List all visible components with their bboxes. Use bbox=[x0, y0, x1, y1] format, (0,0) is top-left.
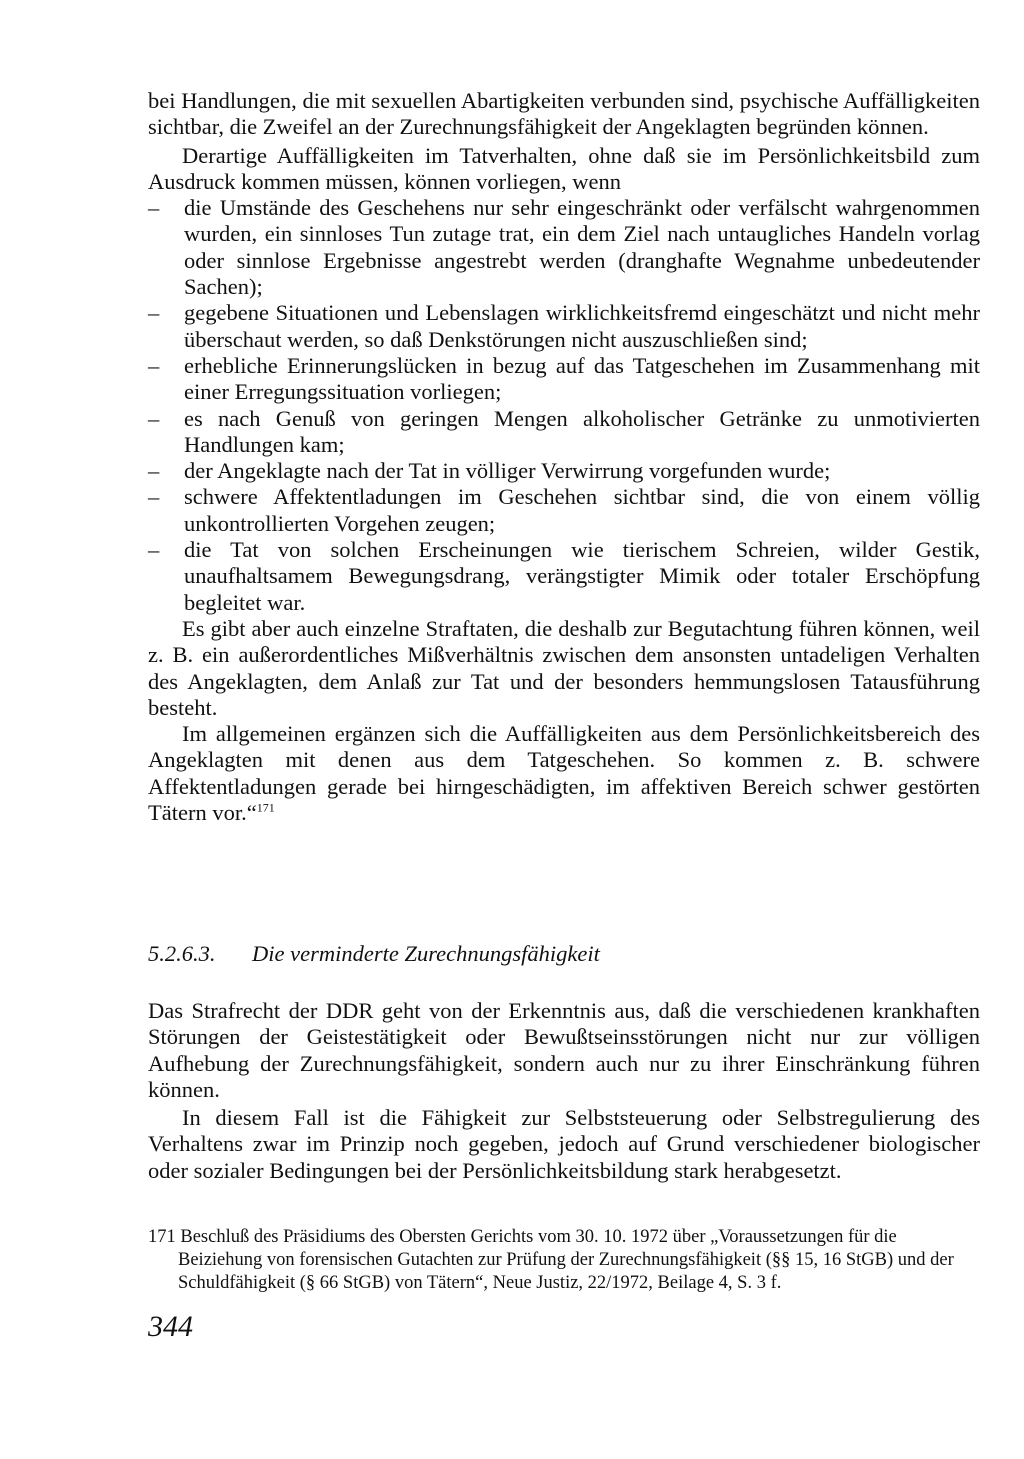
dash-marker: – bbox=[148, 537, 160, 563]
section-body-text bbox=[148, 998, 980, 1184]
paragraph-continuation: bei Handlungen, die mit sexuellen Abartigkeiten verbunden sind, psychische Auffälligkeiten sichtbar, die Zweifel an der Zurechnungsfähigkeit der Angeklagten begründen können. bbox=[148, 88, 980, 140]
list-item: – erhebliche Erinnerungslücken in bezug auf das Tatgeschehen im Zusammenhang mit einer Erregungssituation vorliegen; bbox=[148, 352, 980, 405]
footnote bbox=[148, 1226, 980, 1295]
footnote-text: 171 Beschluß des Präsidiums des Obersten Gerichts vom 30. 10. 1972 über „Voraussetzungen für die Beiziehung von forensischen Gutachten zur Prüfung der Zurechnungsfähigkeit (§§ 15, 16 StGB) und der Schuldfähigkeit (§ 66 StGB) von Tätern“, Neue Justiz, 22/1972, Beilage 4, S. 3 f. bbox=[148, 1227, 954, 1293]
page-number: 344 bbox=[148, 1310, 193, 1343]
dash-marker: – bbox=[148, 352, 160, 378]
section-paragraph-2: In diesem Fall ist die Fähigkeit zur Selbststeuerung oder Selbstregulierung des Verhaltens zwar im Prinzip noch gegeben, jedoch auf Grund verschiedener biologischer oder sozialer Bedingungen bei der Persönlichkeitsbildung stark herabgesetzt. bbox=[148, 1105, 980, 1183]
dash-marker: – bbox=[148, 458, 160, 484]
list-item: – die Tat von solchen Erscheinungen wie tierischem Schreien, wilder Gestik, unaufhaltsamem Bewegungsdrang, verängstigter Mimik oder totaler Erschöpfung begleitet war. bbox=[148, 537, 980, 615]
paragraph-general: Im allgemeinen ergänzen sich die Auffälligkeiten aus dem Persönlichkeitsbereich des Angeklagten mit denen aus dem Tatgeschehen. So kommen z. B. schwere Affektentladungen gerade bei hirngeschädigten, im affektiven Bereich schwer gestörten Tätern vor.“$^{171}$ bbox=[148, 721, 980, 826]
footnote-reference: 171 bbox=[256, 800, 275, 815]
dash-marker: – bbox=[148, 195, 160, 221]
paragraph-single-offenses: Es gibt aber auch einzelne Straftaten, die deshalb zur Begutachtung führen können, weil z. B. ein außerordentliches Mißverhältnis zwischen dem ansonsten untadeligen Verhalten des Angeklagten, dem Anlaß zur Tat und der besonders hemmungslosen Tatausführung besteht. bbox=[148, 615, 980, 720]
list-item: – gegebene Situationen und Lebenslagen wirklichkeitsfremd eingeschätzt und nicht mehr überschaut werden, so daß Denkstörungen nicht auszuschließen sind; bbox=[148, 300, 980, 352]
list-item: – es nach Genuß von geringen Mengen alkoholischer Getränke zu unmotivierten Handlungen kam; bbox=[148, 405, 980, 457]
upper-body-text bbox=[148, 88, 980, 826]
list-item: – die Umstände des Geschehens nur sehr eingeschränkt oder verfälscht wahrgenommen wurden, ein sinnloses Tun zutage trat, ein dem Ziel nach untaugliches Handeln vorlag oder sinnlose Ergebnisse angestrebt werden (dranghafte Wegnahme unbedeutender Sachen); bbox=[148, 195, 980, 300]
section-number: 5.2.6.3. bbox=[148, 941, 216, 966]
symptom-list bbox=[148, 195, 980, 616]
dash-marker: – bbox=[148, 405, 160, 431]
paragraph-intro: Derartige Auffälligkeiten im Tatverhalten, ohne daß sie im Persönlichkeitsbild zum Ausdruck kommen müssen, können vorliegen, wenn bbox=[148, 142, 980, 194]
dash-marker: – bbox=[148, 300, 160, 326]
list-item: – der Angeklagte nach der Tat in völliger Verwirrung vorgefunden wurde; bbox=[148, 458, 831, 484]
section-heading bbox=[148, 940, 980, 968]
section-paragraph-1: Das Strafrecht der DDR geht von der Erkenntnis aus, daß die verschiedenen krankhaften Störungen der Geistestätigkeit oder Bewußtseinsstörungen nicht nur zur völligen Aufhebung der Zurechnungsfähigkeit, sondern auch nur zu ihrer Einschränkung führen können. bbox=[148, 998, 980, 1102]
section-title: Die verminderte Zurechnungsfähigkeit bbox=[252, 941, 600, 966]
dash-marker: – bbox=[148, 484, 160, 510]
list-item: – schwere Affektentladungen im Geschehen sichtbar sind, die von einem völlig unkontrollierten Vorgehen zeugen; bbox=[148, 484, 980, 536]
